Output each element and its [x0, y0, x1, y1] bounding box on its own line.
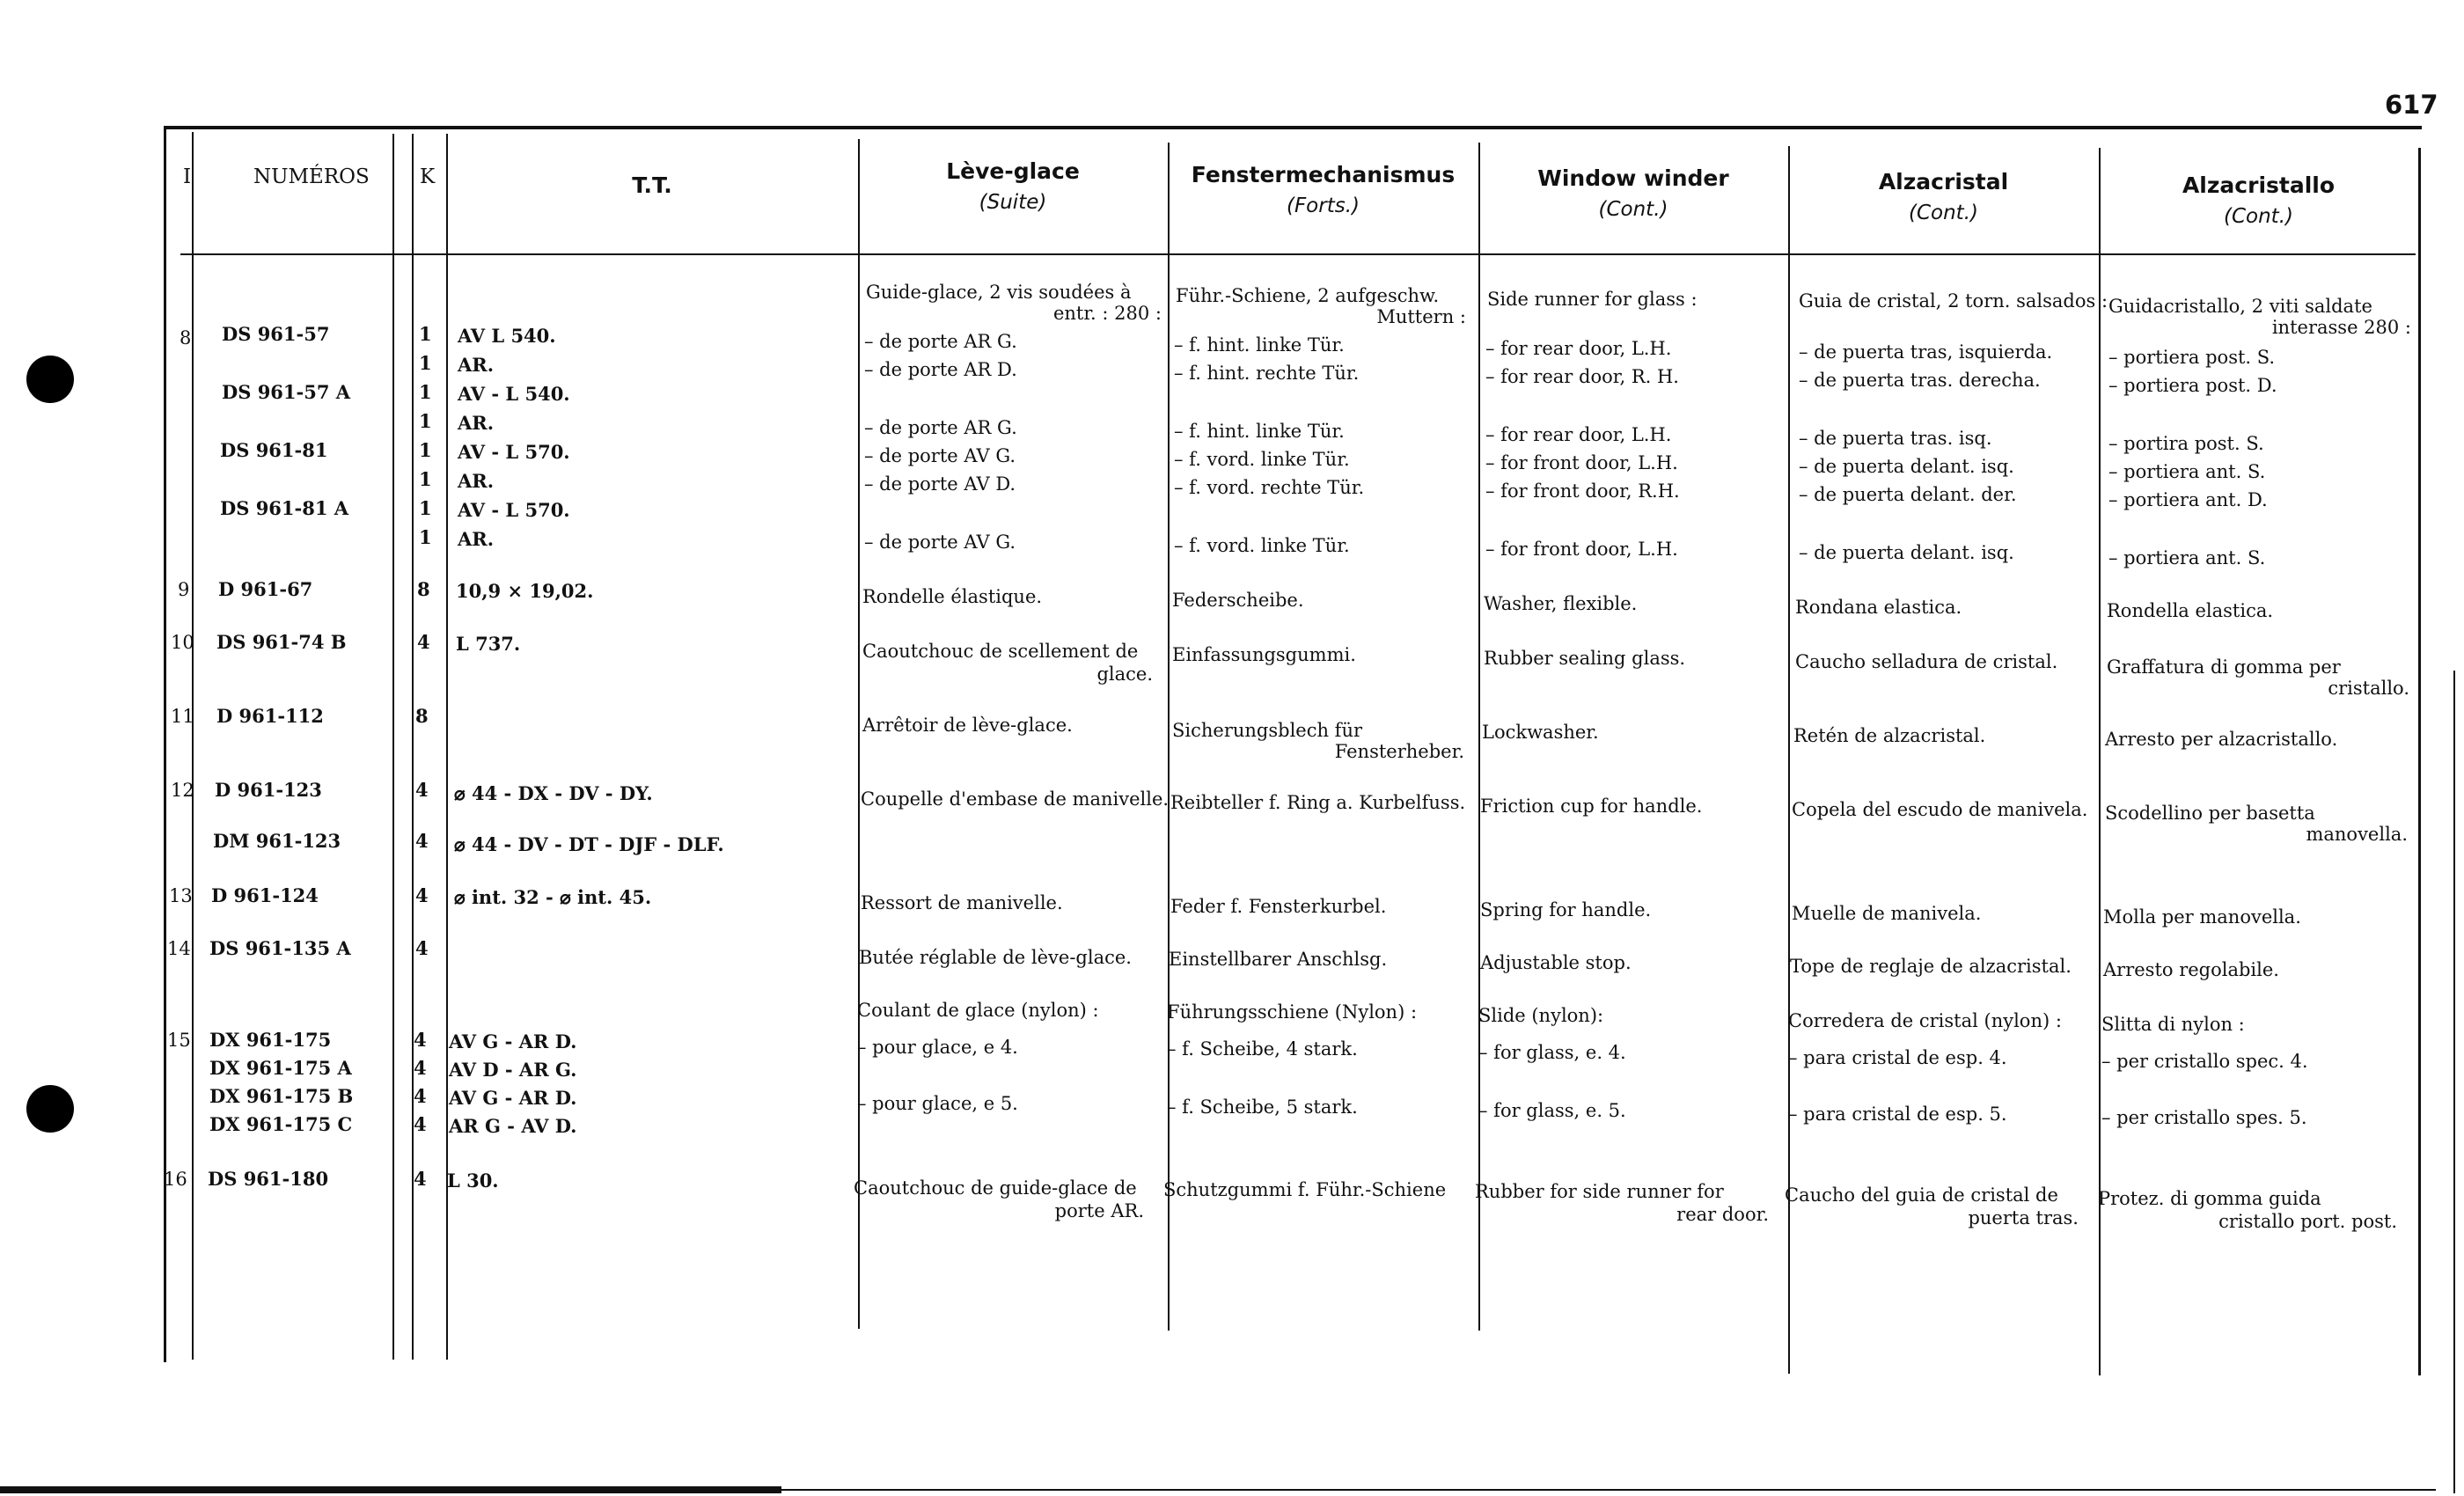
es-cau-line1: Caucho del guia de cristal de — [1785, 1184, 2058, 1206]
en-rub-line1: Rubber for side runner for — [1475, 1181, 1724, 1202]
tt-value: L 737. — [456, 633, 521, 655]
tt-value: AV - L 540. — [458, 383, 570, 405]
page-bottom-rule-thin — [781, 1489, 2436, 1491]
tt-value: 10,9 × 19,02. — [456, 580, 594, 602]
k-qty: 1 — [419, 526, 432, 548]
fr-row: – de porte AV G. — [864, 532, 1016, 553]
punch-hole-bottom — [26, 1085, 74, 1133]
k-qty: 1 — [419, 323, 432, 345]
col-line-2 — [392, 134, 394, 1360]
de-reib: Reibteller f. Ring a. Kurbelfuss. — [1170, 792, 1466, 813]
de-sich-line1: Sicherungsblech für — [1172, 720, 1363, 741]
en-washer: Washer, flexible. — [1484, 593, 1638, 614]
table-right-border — [2418, 148, 2421, 1375]
row-index: 13 — [169, 885, 193, 906]
de-feder: Feder f. Fensterkurbel. — [1170, 896, 1387, 917]
header-en: Window winder (Cont.) — [1537, 165, 1729, 221]
header-k: K — [420, 165, 436, 188]
en-row: – for front door, L.H. — [1485, 539, 1678, 560]
row-index: 9 — [178, 579, 190, 600]
fr-guide-line2: entr. : 280 : — [1052, 303, 1162, 324]
k-qty: 4 — [415, 937, 429, 959]
it-arr-reg: Arresto regolabile. — [2103, 959, 2279, 980]
en-adjust: Adjustable stop. — [1480, 952, 1632, 973]
es-rubber: Caucho selladura de cristal. — [1795, 651, 2058, 672]
en-row: – for rear door, L.H. — [1485, 424, 1672, 445]
it-molla: Molla per manovella. — [2103, 906, 2301, 928]
fr-coulant: Coulant de glace (nylon) : — [857, 1000, 1099, 1021]
de-rubber: Einfassungsgummi. — [1172, 644, 1356, 665]
header-bottom-rule — [180, 253, 2416, 255]
it-graff-line2: cristallo. — [2328, 678, 2409, 699]
es-glass5: – para cristal de esp. 5. — [1788, 1104, 2007, 1125]
it-scod-line2: manovella. — [2306, 824, 2408, 845]
it-row: – portiera post. D. — [2108, 375, 2277, 396]
part-number: DS 961-81 — [220, 439, 328, 461]
k-qty: 8 — [417, 578, 430, 600]
fr-caout-line1: Caoutchouc de guide-glace de — [854, 1177, 1137, 1199]
de-schutz: Schutzgummi f. Führ.-Schiene — [1163, 1179, 1447, 1200]
fr-glass4: – pour glace, e 4. — [857, 1037, 1018, 1058]
en-spring: Spring for handle. — [1480, 899, 1652, 920]
tt-value: AR. — [458, 354, 495, 376]
en-row: – for front door, R.H. — [1485, 480, 1680, 502]
tt-value: AR. — [458, 412, 495, 434]
part-number: DM 961-123 — [213, 830, 341, 852]
fr-rubber-line2: glace. — [1096, 664, 1153, 685]
k-qty: 1 — [419, 352, 432, 374]
part-number: DX 961-175 C — [209, 1113, 353, 1135]
tt-value: ⌀ 44 - DX - DV - DY. — [454, 782, 653, 804]
part-number: DS 961-81 A — [220, 497, 349, 519]
es-row: – de puerta tras. isq. — [1799, 428, 1992, 449]
row-index: 8 — [180, 327, 192, 348]
es-row: – de puerta delant. der. — [1799, 484, 2017, 505]
k-qty: 4 — [417, 631, 430, 653]
tt-value: AR. — [458, 528, 495, 550]
en-lock: Lockwasher. — [1482, 722, 1599, 743]
es-reten: Retén de alzacristal. — [1793, 725, 1986, 746]
it-prot-line2: cristallo port. post. — [2218, 1211, 2397, 1232]
punch-hole-top — [26, 356, 74, 403]
k-qty: 4 — [414, 1085, 427, 1107]
k-qty: 8 — [415, 705, 429, 727]
k-qty: 4 — [415, 830, 429, 852]
de-row: – f. hint. linke Tür. — [1174, 421, 1345, 442]
k-qty: 1 — [419, 381, 432, 403]
es-glass4: – para cristal de esp. 4. — [1788, 1047, 2007, 1068]
es-cau-line2: puerta tras. — [1968, 1207, 2079, 1228]
de-glass5: – f. Scheibe, 5 stark. — [1167, 1096, 1358, 1118]
de-washer: Federscheibe. — [1172, 590, 1304, 611]
es-corr: Corredera de cristal (nylon) : — [1788, 1010, 2062, 1031]
k-qty: 1 — [419, 468, 432, 490]
it-glass4: – per cristallo spec. 4. — [2101, 1051, 2308, 1072]
k-qty: 1 — [419, 439, 432, 461]
row-index: 10 — [171, 632, 194, 653]
de-guide-line1: Führ.-Schiene, 2 aufgeschw. — [1176, 285, 1440, 306]
en-row: – for rear door, R. H. — [1485, 366, 1679, 387]
row-index: 11 — [171, 706, 194, 727]
col-line-6 — [1168, 143, 1170, 1331]
en-rub-line2: rear door. — [1676, 1204, 1769, 1225]
part-number: DX 961-175 B — [209, 1085, 354, 1107]
it-row: – portira post. S. — [2108, 433, 2264, 454]
es-row: – de puerta tras. derecha. — [1799, 370, 2041, 391]
part-number: D 961-124 — [211, 884, 319, 906]
de-row: – f. vord. linke Tür. — [1174, 449, 1350, 470]
fr-rubber-line1: Caoutchouc de scellement de — [862, 641, 1139, 662]
it-washer: Rondella elastica. — [2107, 600, 2274, 621]
de-row: – f. vord. rechte Tür. — [1174, 477, 1365, 498]
tt-value: AV - L 570. — [458, 441, 570, 463]
k-qty: 4 — [414, 1029, 427, 1051]
fr-row: – de porte AV G. — [864, 445, 1016, 466]
en-friction: Friction cup for handle. — [1480, 796, 1703, 817]
part-number: D 961-123 — [215, 779, 322, 801]
it-guide-line2: interasse 280 : — [2271, 317, 2411, 338]
part-number: DS 961-74 B — [216, 631, 347, 653]
en-row: – for rear door, L.H. — [1485, 338, 1672, 359]
de-row: – f. vord. linke Tür. — [1174, 535, 1350, 556]
fr-caout-line2: porte AR. — [1054, 1200, 1144, 1221]
header-numeros: NUMÉROS — [253, 165, 370, 188]
header-es: Alzacristal (Cont.) — [1878, 169, 2009, 224]
k-qty: 4 — [414, 1168, 427, 1190]
tt-value: ⌀ 44 - DV - DT - DJF - DLF. — [454, 833, 724, 855]
de-einst: Einstellbarer Anschlsg. — [1169, 949, 1388, 970]
es-guide: Guia de cristal, 2 torn. salsados : — [1799, 290, 2108, 312]
it-prot-line1: Protez. di gomma guida — [2098, 1188, 2321, 1209]
en-glass4: – for glass, e. 4. — [1478, 1042, 1626, 1063]
en-glass5: – for glass, e. 5. — [1478, 1100, 1626, 1121]
tt-value: AV G - AR D. — [449, 1087, 577, 1109]
it-row: – portiera post. S. — [2108, 347, 2276, 368]
fr-butee: Butée réglable de lève-glace. — [859, 947, 1132, 968]
de-fuhr: Führungsschiene (Nylon) : — [1167, 1001, 1418, 1023]
header-fr: Lève-glace (Suite) — [946, 158, 1080, 214]
es-row: – de puerta delant. isq. — [1799, 542, 2014, 563]
fr-row: – de porte AV D. — [864, 473, 1016, 495]
fr-guide-line1: Guide-glace, 2 vis soudées à — [866, 282, 1132, 303]
row-index: 16 — [164, 1169, 187, 1190]
es-tope: Tope de reglaje de alzacristal. — [1790, 956, 2072, 977]
it-guide-line1: Guidacristallo, 2 viti saldate — [2108, 296, 2372, 317]
de-sich-line2: Fensterheber. — [1334, 741, 1464, 762]
row-index: 14 — [167, 938, 191, 959]
col-line-7 — [1478, 143, 1480, 1331]
part-number: D 961-112 — [216, 705, 324, 727]
en-row: – for front door, L.H. — [1485, 452, 1678, 473]
k-qty: 4 — [414, 1113, 427, 1135]
fr-ressort: Ressort de manivelle. — [861, 892, 1063, 913]
it-row: – portiera ant. S. — [2108, 461, 2266, 482]
col-line-5 — [858, 139, 860, 1329]
it-scod-line1: Scodellino per basetta — [2105, 803, 2315, 824]
header-index: I — [183, 165, 192, 188]
page-number: 617 — [2385, 90, 2438, 120]
page-bottom-rule — [0, 1486, 781, 1493]
en-slide: Slide (nylon): — [1478, 1005, 1604, 1026]
it-arresto: Arresto per alzacristallo. — [2105, 729, 2338, 750]
de-row: – f. hint. linke Tür. — [1174, 334, 1345, 356]
en-rubber: Rubber sealing glass. — [1484, 648, 1686, 669]
tt-value: AV D - AR G. — [449, 1059, 577, 1081]
es-copela: Copela del escudo de manivela. — [1792, 799, 2088, 820]
de-row: – f. hint. rechte Tür. — [1174, 363, 1360, 384]
fr-arretoir: Arrêtoir de lève-glace. — [862, 715, 1073, 736]
fr-row: – de porte AR D. — [864, 359, 1017, 380]
header-tt: T.T. — [632, 172, 672, 198]
es-washer: Rondana elastica. — [1795, 597, 1962, 618]
tt-value: L 30. — [447, 1170, 499, 1192]
k-qty: 4 — [415, 779, 429, 801]
header-it: Alzacristallo (Cont.) — [2182, 172, 2336, 228]
edge-line — [2453, 671, 2455, 1493]
it-row: – portiera ant. D. — [2108, 489, 2268, 510]
de-glass4: – f. Scheibe, 4 stark. — [1167, 1038, 1358, 1060]
es-row: – de puerta tras, isquierda. — [1799, 341, 2053, 363]
es-row: – de puerta delant. isq. — [1799, 456, 2014, 477]
tt-value: AV L 540. — [458, 325, 556, 347]
fr-glass5: – pour glace, e 5. — [857, 1093, 1018, 1114]
fr-coupelle: Coupelle d'embase de manivelle. — [861, 788, 1170, 810]
it-row: – portiera ant. S. — [2108, 547, 2266, 568]
fr-row: – de porte AR G. — [864, 417, 1017, 438]
fr-row: – de porte AR G. — [864, 331, 1017, 352]
table-top-border — [164, 126, 2422, 129]
tt-value: AR. — [458, 470, 495, 492]
en-guide: Side runner for glass : — [1487, 289, 1698, 310]
col-line-1 — [192, 132, 194, 1360]
k-qty: 4 — [414, 1057, 427, 1079]
part-number: DS 961-57 A — [222, 381, 351, 403]
header-de: Fenstermechanismus (Forts.) — [1191, 162, 1456, 217]
tt-value: AV G - AR D. — [449, 1030, 577, 1052]
de-guide-line2: Muttern : — [1376, 306, 1466, 327]
tt-value: AR G - AV D. — [449, 1115, 577, 1137]
k-qty: 4 — [415, 884, 429, 906]
row-index: 12 — [171, 780, 194, 801]
part-number: DX 961-175 A — [209, 1057, 352, 1079]
es-muelle: Muelle de manivela. — [1792, 903, 1982, 924]
part-number: D 961-67 — [218, 578, 313, 600]
part-number: DS 961-180 — [208, 1168, 329, 1190]
k-qty: 1 — [419, 497, 432, 519]
part-number: DS 961-57 — [222, 323, 330, 345]
it-slitta: Slitta di nylon : — [2101, 1014, 2245, 1035]
it-graff-line1: Graffatura di gomma per — [2107, 656, 2341, 678]
row-index: 15 — [167, 1030, 191, 1051]
k-qty: 1 — [419, 410, 432, 432]
part-number: DS 961-135 A — [209, 937, 351, 959]
tt-value: AV - L 570. — [458, 499, 570, 521]
fr-washer: Rondelle élastique. — [862, 586, 1043, 607]
part-number: DX 961-175 — [209, 1029, 332, 1051]
tt-value: ⌀ int. 32 - ⌀ int. 45. — [454, 886, 652, 908]
it-glass5: – per cristallo spes. 5. — [2101, 1107, 2307, 1128]
